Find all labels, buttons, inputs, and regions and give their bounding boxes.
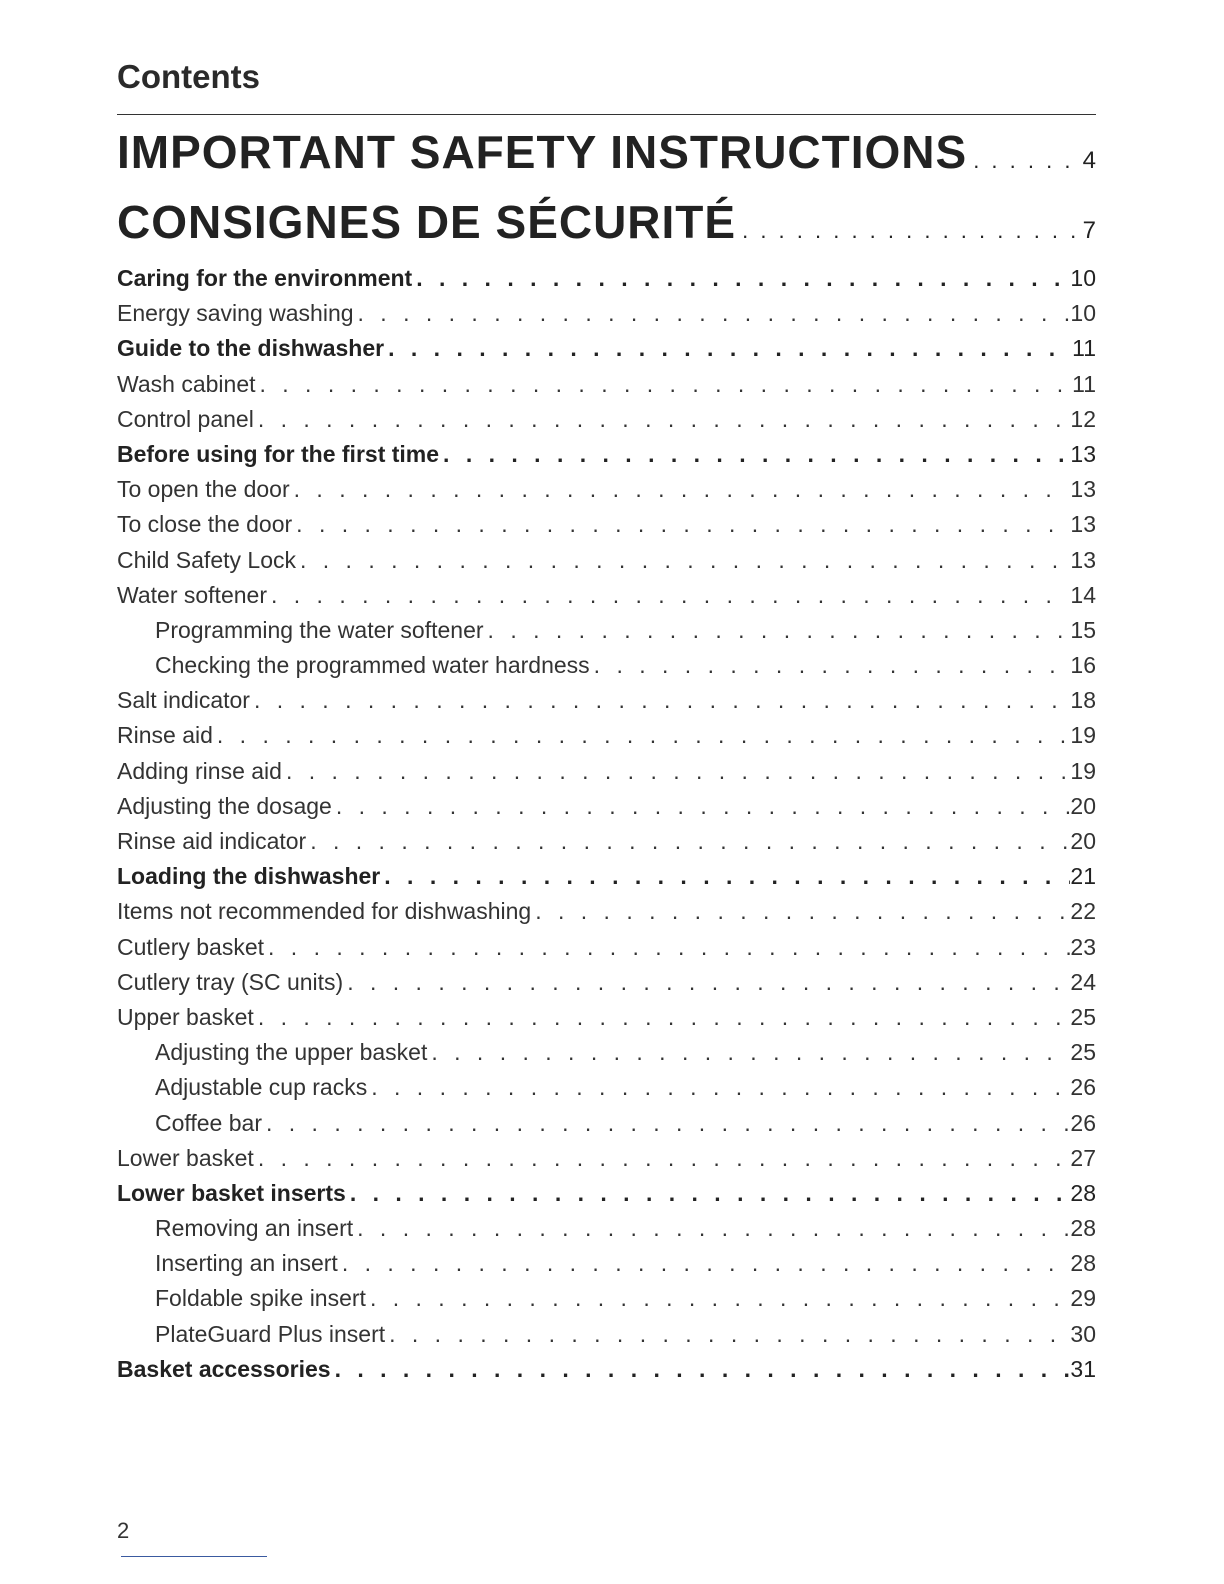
toc-entry-title: Adjusting the upper basket	[155, 1039, 428, 1066]
toc-entry-page: 13	[1070, 440, 1096, 467]
dot-leader	[250, 687, 1070, 714]
toc-entry-page: 28	[1070, 1215, 1096, 1242]
toc-entry-page: 21	[1070, 863, 1096, 890]
toc-entry[interactable]	[117, 1356, 1096, 1391]
dot-leader	[254, 1145, 1071, 1172]
toc-entry[interactable]	[117, 828, 1096, 863]
toc-entry[interactable]	[117, 265, 1096, 300]
toc-entry-title: Inserting an insert	[155, 1250, 338, 1277]
toc-entry-title: Adjustable cup racks	[155, 1074, 368, 1101]
toc-entry[interactable]	[117, 125, 1096, 195]
toc-entry[interactable]	[117, 934, 1096, 969]
dot-leader	[256, 371, 1073, 398]
toc-entry-page: 27	[1070, 1144, 1096, 1171]
toc-entry-title: To close the door	[117, 511, 293, 538]
toc-entry-title: CONSIGNES DE SÉCURITÉ	[117, 196, 737, 248]
toc-entry-title: Salt indicator	[117, 687, 250, 714]
dot-leader	[531, 898, 1070, 925]
toc-entry-title: Rinse aid indicator	[117, 828, 307, 854]
dot-leader	[331, 1356, 1071, 1383]
dot-leader	[213, 722, 1071, 749]
toc-entry-page: 7	[1082, 217, 1096, 244]
toc-entry[interactable]	[117, 582, 1096, 617]
toc-entry-title: Lower basket	[117, 1144, 254, 1171]
toc-entry-page: 28	[1070, 1250, 1096, 1277]
dot-leader	[254, 406, 1071, 433]
toc-entry-page: 28	[1070, 1179, 1096, 1206]
toc-entry[interactable]	[117, 195, 1096, 265]
toc-entry[interactable]	[117, 1004, 1096, 1039]
dot-leader	[282, 758, 1070, 785]
toc-entry[interactable]	[117, 722, 1096, 757]
toc-entry-page: 10	[1070, 265, 1096, 291]
toc-entry-title: IMPORTANT SAFETY INSTRUCTIONS	[117, 126, 968, 178]
toc-entry[interactable]	[117, 1215, 1096, 1250]
toc-entry[interactable]	[117, 511, 1096, 546]
toc-entry-page: 25	[1070, 1039, 1096, 1066]
toc-entry-title: Rinse aid	[117, 722, 213, 749]
toc-entry-page: 26	[1070, 1109, 1096, 1136]
toc-entry-title: Energy saving washing	[117, 300, 354, 327]
toc-entry-title: Lower basket inserts	[117, 1179, 346, 1206]
dot-leader	[262, 1110, 1070, 1137]
toc-entry-title: To open the door	[117, 476, 290, 503]
dot-leader	[338, 1250, 1071, 1277]
toc-entry-title: Wash cabinet	[117, 370, 256, 397]
toc-entry-page: 4	[1082, 147, 1096, 174]
toc-entry-page: 11	[1072, 335, 1096, 362]
toc-entry-title: Caring for the environment	[117, 265, 413, 291]
toc-entry[interactable]	[117, 547, 1096, 582]
toc-entry-page: 13	[1070, 511, 1096, 538]
toc-entry[interactable]	[117, 476, 1096, 511]
toc-entry[interactable]	[117, 1250, 1096, 1285]
toc-entry[interactable]	[117, 1110, 1096, 1145]
toc-entry-page: 19	[1070, 722, 1096, 749]
toc-entry-page: 23	[1070, 933, 1096, 960]
toc-entry-page: 22	[1070, 898, 1096, 925]
toc-entry-title: Child Safety Lock	[117, 546, 296, 573]
toc-entry-page: 20	[1070, 828, 1096, 854]
toc-entry-title: Basket accessories	[117, 1355, 331, 1382]
header-divider	[117, 114, 1096, 115]
dot-leader	[290, 476, 1071, 503]
page-number: 2	[117, 1518, 130, 1543]
toc-entry-title: Before using for the first time	[117, 440, 440, 467]
toc-entry-title: Upper basket	[117, 1003, 254, 1030]
toc-entry-page: 12	[1070, 405, 1096, 432]
toc-entry[interactable]	[117, 1180, 1096, 1215]
toc-entry-page: 24	[1070, 968, 1096, 995]
toc-entry-title: Adding rinse aid	[117, 757, 282, 784]
dot-leader	[343, 969, 1070, 996]
toc-entry-title: Programming the water softener	[155, 616, 484, 643]
toc-entry-page: 13	[1070, 546, 1096, 573]
toc-entry[interactable]	[117, 758, 1096, 793]
toc-entry-title: Control panel	[117, 405, 254, 432]
toc-entry[interactable]	[117, 1039, 1096, 1074]
dot-leader	[296, 547, 1070, 574]
toc-entry-page: 16	[1070, 652, 1096, 679]
toc-entry[interactable]	[117, 406, 1096, 441]
toc-entry-title: Cutlery basket	[117, 933, 265, 960]
toc-entry-page: 25	[1070, 1003, 1096, 1030]
dot-leader	[367, 1074, 1070, 1101]
toc-entry[interactable]	[117, 1321, 1096, 1356]
toc-entry-title: Items not recommended for dishwashing	[117, 898, 532, 925]
toc-entry-page: 19	[1070, 757, 1096, 784]
toc-entry-title: Coffee bar	[155, 1109, 262, 1136]
toc-entry-page: 20	[1070, 792, 1096, 819]
dot-leader	[412, 265, 1070, 292]
dot-leader	[380, 863, 1070, 890]
toc-entry-title: Guide to the dishwasher	[117, 335, 385, 362]
dot-leader	[254, 1004, 1071, 1031]
toc-entry-page: 11	[1072, 370, 1096, 397]
toc-entry[interactable]	[117, 300, 1096, 335]
toc-entry-page: 15	[1070, 616, 1096, 643]
toc-entry-page: 29	[1070, 1285, 1096, 1312]
dot-leader	[439, 441, 1070, 468]
toc-entry[interactable]	[117, 898, 1096, 933]
footer-divider	[121, 1556, 267, 1557]
dot-leader	[332, 793, 1071, 820]
toc-entry-page: 10	[1070, 300, 1096, 327]
dot-leader	[484, 617, 1071, 644]
dot-leader	[385, 1321, 1070, 1348]
toc-entry[interactable]	[117, 793, 1096, 828]
toc-entry[interactable]	[117, 687, 1096, 722]
toc-entry[interactable]	[117, 441, 1096, 476]
toc-entry-page: 13	[1070, 476, 1096, 503]
toc-entry[interactable]	[117, 617, 1096, 652]
dot-leader	[384, 335, 1072, 362]
toc-entry[interactable]	[117, 335, 1096, 370]
toc-entry-title: Foldable spike insert	[155, 1285, 366, 1312]
toc-entry[interactable]	[117, 371, 1096, 406]
dot-leader	[346, 1180, 1071, 1207]
dot-leader	[292, 511, 1070, 538]
dot-leader	[967, 148, 1082, 174]
dot-leader	[590, 652, 1071, 679]
dot-leader	[353, 1215, 1070, 1242]
toc-entry[interactable]	[117, 1145, 1096, 1180]
page-title: Contents	[117, 58, 260, 95]
dot-leader	[736, 218, 1083, 244]
toc-entry-page: 30	[1070, 1320, 1096, 1347]
toc-entry[interactable]	[117, 1074, 1096, 1109]
toc-entry-title: Loading the dishwasher	[117, 863, 381, 890]
toc-entry-title: PlateGuard Plus insert	[155, 1320, 386, 1347]
toc-entry-title: Adjusting the dosage	[117, 792, 332, 819]
toc-entry-title: Removing an insert	[155, 1215, 354, 1242]
dot-leader	[306, 828, 1070, 855]
table-of-contents	[117, 125, 1096, 1391]
toc-entry-page: 26	[1070, 1074, 1096, 1101]
toc-entry[interactable]	[117, 1285, 1096, 1320]
toc-entry-title: Checking the programmed water hardness	[155, 652, 590, 679]
toc-entry[interactable]	[117, 652, 1096, 687]
toc-entry-page: 14	[1070, 581, 1096, 608]
toc-entry-page: 31	[1070, 1355, 1096, 1382]
toc-entry[interactable]	[117, 969, 1096, 1004]
dot-leader	[354, 300, 1071, 327]
toc-entry[interactable]	[117, 863, 1096, 898]
dot-leader	[366, 1285, 1070, 1312]
toc-entry-title: Water softener	[117, 581, 267, 608]
dot-leader	[267, 582, 1070, 609]
dot-leader	[264, 934, 1070, 961]
dot-leader	[427, 1039, 1070, 1066]
toc-entry-page: 18	[1070, 687, 1096, 714]
toc-entry-title: Cutlery tray (SC units)	[117, 968, 344, 995]
